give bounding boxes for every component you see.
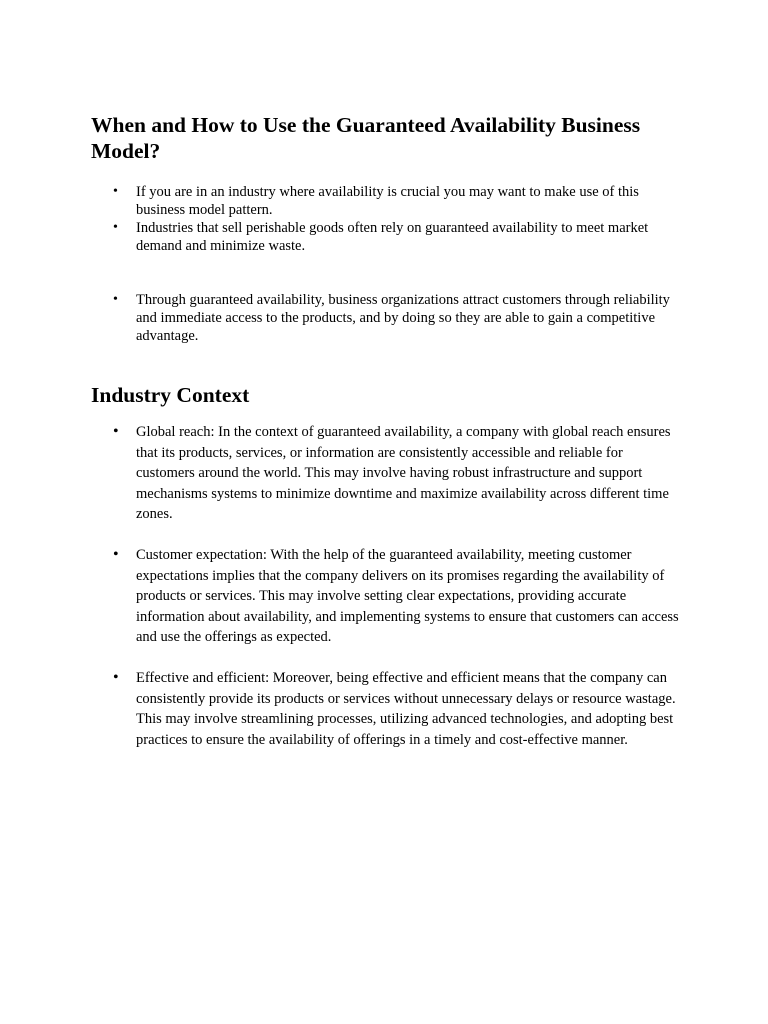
list-item (91, 545, 681, 648)
list-item-text: Global reach: In the context of guaranteed availability, a company with global reach ensures that its products, services, or information are consistently accessible and reliable for customers around the world. This may involve having robust infrastructure and support mechanisms systems to minimize downtime and maximize availability across different time zones. (136, 424, 671, 522)
bullet-icon: • (113, 423, 119, 440)
bullet-icon: • (113, 669, 119, 686)
list-item-text: Customer expectation: With the help of the guaranteed availability, meeting customer expectations implies that the company delivers on its promises regarding the availability of products or services. This may involve setting clear expectations, providing accurate information about availability, and implementing systems to ensure that customers can access and use the offerings as expected. (136, 547, 679, 645)
section-heading-industry-context: Industry Context (91, 383, 250, 407)
list-item-text: If you are in an industry where availability is crucial you may want to make use of this business model pattern. (136, 184, 639, 218)
bullet-icon: • (113, 292, 118, 307)
list-item-text: Effective and efficient: Moreover, being effective and efficient means that the company can consistently provide its products or services without unnecessary delays or resource wastage. This may involve streamlining processes, utilizing advanced technologies, and adopting best practices to ensure the availability of offerings in a timely and cost-effective manner. (136, 670, 676, 748)
usage-bullet-list (91, 183, 681, 345)
list-item (91, 668, 681, 750)
industry-context-bullet-list (91, 422, 681, 750)
list-item (91, 422, 681, 525)
section-heading-guaranteed-availability: When and How to Use the Guaranteed Availability Business Model? (91, 113, 641, 163)
bullet-icon: • (113, 184, 118, 199)
bullet-icon: • (113, 220, 118, 235)
list-item (91, 219, 681, 255)
bullet-icon: • (113, 546, 119, 563)
list-item (91, 291, 681, 345)
document-body (91, 112, 681, 750)
list-item-text: Industries that sell perishable goods often rely on guaranteed availability to meet market demand and minimize waste. (136, 220, 649, 254)
list-item-text: Through guaranteed availability, business organizations attract customers through reliability and immediate access to the products, and by doing so they are able to gain a competitive advantage. (136, 292, 670, 344)
list-item (91, 183, 681, 219)
